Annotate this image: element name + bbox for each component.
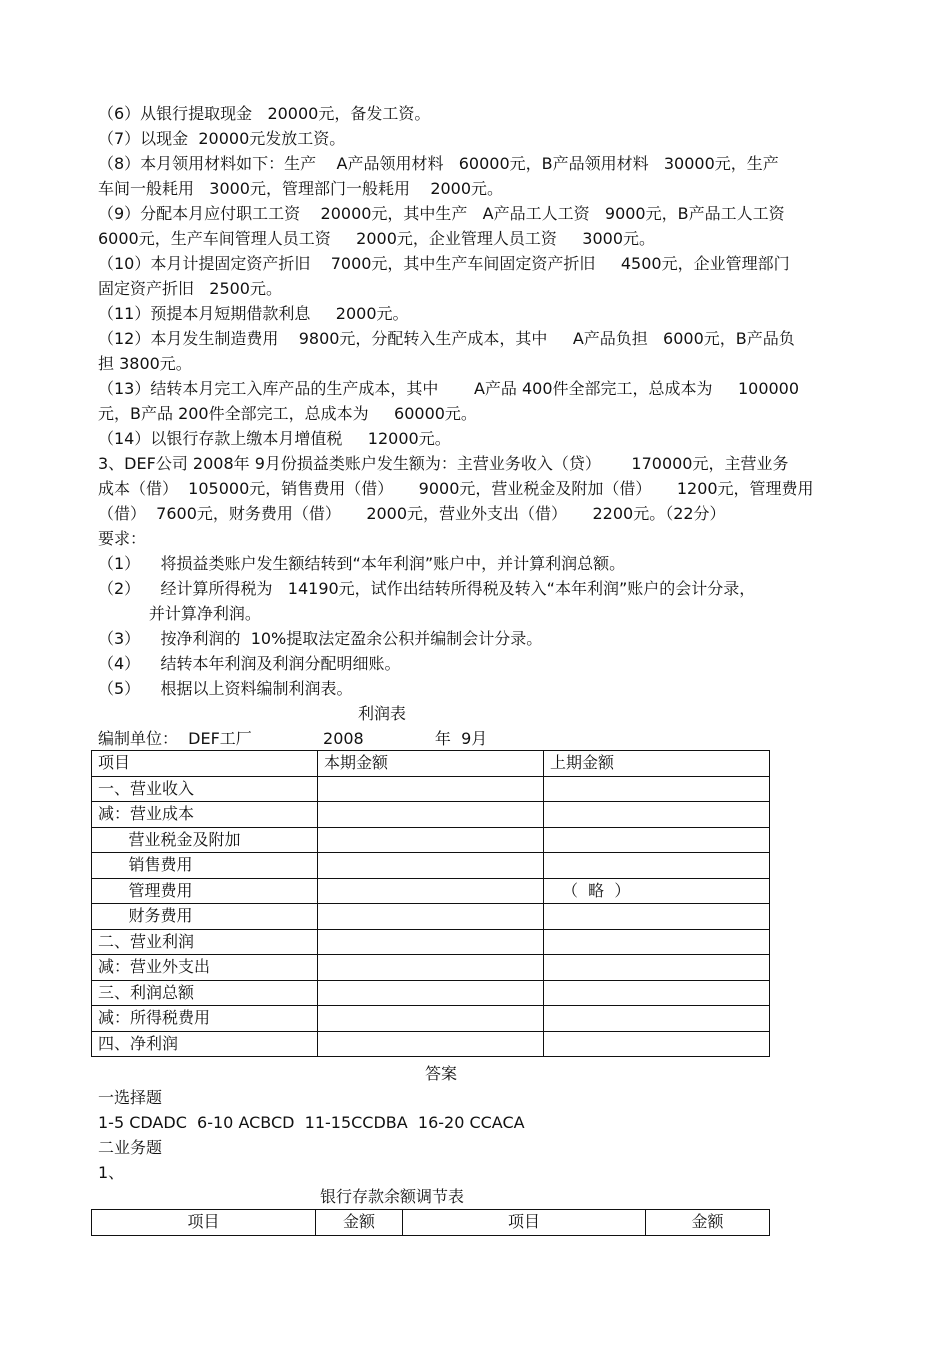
text-line: 要求： bbox=[98, 529, 147, 548]
table-header-row bbox=[92, 1210, 770, 1236]
table-cell bbox=[544, 929, 770, 955]
omitted-note: （ 略 ） bbox=[544, 878, 770, 904]
text-line: （3） 按净利润的 10%提取法定盈余公积并编制会计分录。 bbox=[98, 629, 543, 648]
text-line: 固定资产折旧 2500元。 bbox=[98, 279, 282, 298]
table-cell bbox=[544, 827, 770, 853]
table-cell bbox=[544, 853, 770, 879]
table-row bbox=[92, 878, 770, 904]
row-label: 四、净利润 bbox=[92, 1031, 318, 1057]
text-line: （10）本月计提固定资产折旧 7000元，其中生产车间固定资产折旧 4500元，企业管理部门 bbox=[98, 254, 790, 273]
text-line: （4） 结转本年利润及利润分配明细账。 bbox=[98, 654, 401, 673]
table-cell bbox=[544, 802, 770, 828]
table-cell bbox=[544, 1031, 770, 1057]
table-row bbox=[92, 929, 770, 955]
text-line: （12）本月发生制造费用 9800元，分配转入生产成本，其中 A产品负担 6000元，B产品负 bbox=[98, 329, 795, 348]
table-row bbox=[92, 776, 770, 802]
text-line: （8）本月领用材料如下：生产 A产品领用材料 60000元，B产品领用材料 30000元，生产 bbox=[98, 154, 779, 173]
table-header: 金额 bbox=[646, 1210, 770, 1236]
row-label: 营业税金及附加 bbox=[92, 827, 318, 853]
table-header: 项目 bbox=[92, 751, 318, 777]
text-line: 车间一般耗用 3000元，管理部门一般耗用 2000元。 bbox=[98, 179, 504, 198]
table-header: 项目 bbox=[403, 1210, 646, 1236]
table-row bbox=[92, 980, 770, 1006]
table-cell bbox=[318, 853, 544, 879]
text-line: （借） 7600元，财务费用（借） 2000元，营业外支出（借） 2200元。（22分） bbox=[98, 504, 726, 523]
row-label: 销售费用 bbox=[92, 853, 318, 879]
row-label: 减：营业外支出 bbox=[92, 955, 318, 981]
text-line: （2） 经计算所得税为 14190元，试作出结转所得税及转入“本年利润”账户的会计分录， bbox=[98, 579, 756, 598]
table-row bbox=[92, 827, 770, 853]
bank-reconciliation-table bbox=[91, 1209, 770, 1236]
table-cell bbox=[318, 955, 544, 981]
text-line: （7）以现金 20000元发放工资。 bbox=[98, 129, 346, 148]
table-header: 本期金额 bbox=[318, 751, 544, 777]
text-line: 6000元，生产车间管理人员工资 2000元，企业管理人员工资 3000元。 bbox=[98, 229, 656, 248]
row-label: 减：所得税费用 bbox=[92, 1006, 318, 1032]
table-cell bbox=[318, 802, 544, 828]
answer-section-business: 二业务题 bbox=[98, 1138, 163, 1157]
table-cell bbox=[318, 1006, 544, 1032]
table-cell bbox=[544, 955, 770, 981]
text-line: 3、DEF公司 2008年 9月份损益类账户发生额为：主营业务收入（贷） 170000元，主营业务 bbox=[98, 454, 789, 473]
table-header: 金额 bbox=[316, 1210, 403, 1236]
table-row bbox=[92, 1031, 770, 1057]
profit-table-unit-line: 编制单位： DEF工厂 2008 年 9月 bbox=[98, 729, 488, 748]
text-line: （14）以银行存款上缴本月增值税 12000元。 bbox=[98, 429, 451, 448]
row-label: 三、利润总额 bbox=[92, 980, 318, 1006]
text-line: （9）分配本月应付职工工资 20000元，其中生产 A产品工人工资 9000元，B产品工人工资 bbox=[98, 204, 785, 223]
table-cell bbox=[544, 776, 770, 802]
text-line: 成本（借） 105000元，销售费用（借） 9000元，营业税金及附加（借） 1200元，管理费用 bbox=[98, 479, 814, 498]
table-row bbox=[92, 802, 770, 828]
profit-table-title: 利润表 bbox=[358, 704, 407, 723]
table-cell bbox=[318, 980, 544, 1006]
table-row bbox=[92, 853, 770, 879]
table-row bbox=[92, 955, 770, 981]
text-line: 并计算净利润。 bbox=[98, 604, 261, 623]
row-label: 管理费用 bbox=[92, 878, 318, 904]
text-line: 担 3800元。 bbox=[98, 354, 192, 373]
table-cell bbox=[318, 878, 544, 904]
answer-section-choice: 一选择题 bbox=[98, 1088, 163, 1107]
table-row bbox=[92, 1006, 770, 1032]
row-label: 一、营业收入 bbox=[92, 776, 318, 802]
table-cell bbox=[318, 776, 544, 802]
row-label: 二、营业利润 bbox=[92, 929, 318, 955]
table-cell bbox=[318, 904, 544, 930]
row-label: 财务费用 bbox=[92, 904, 318, 930]
text-line: （1） 将损益类账户发生额结转到“本年利润”账户中，并计算利润总额。 bbox=[98, 554, 626, 573]
table-cell bbox=[544, 980, 770, 1006]
bank-table-title: 银行存款余额调节表 bbox=[320, 1187, 465, 1206]
table-header: 项目 bbox=[92, 1210, 316, 1236]
table-header-row bbox=[92, 751, 770, 777]
table-cell bbox=[544, 904, 770, 930]
table-header: 上期金额 bbox=[544, 751, 770, 777]
text-line: （13）结转本月完工入库产品的生产成本，其中 A产品 400件全部完工，总成本为 100000 bbox=[98, 379, 800, 398]
answer-choices: 1-5 CDADC 6-10 ACBCD 11-15CCDBA 16-20 CCACA bbox=[98, 1113, 525, 1132]
text-line: （11）预提本月短期借款利息 2000元。 bbox=[98, 304, 409, 323]
text-line: （5） 根据以上资料编制利润表。 bbox=[98, 679, 353, 698]
text-line: （6）从银行提取现金 20000元，备发工资。 bbox=[98, 104, 431, 123]
table-cell bbox=[318, 1031, 544, 1057]
text-line: 元，B产品 200件全部完工，总成本为 60000元。 bbox=[98, 404, 477, 423]
row-label: 减：营业成本 bbox=[92, 802, 318, 828]
table-row bbox=[92, 904, 770, 930]
table-cell bbox=[318, 929, 544, 955]
table-cell bbox=[544, 1006, 770, 1032]
table-cell bbox=[318, 827, 544, 853]
answer-title: 答案 bbox=[425, 1064, 458, 1083]
answer-item-1: 1、 bbox=[98, 1163, 125, 1182]
profit-table bbox=[91, 750, 770, 1057]
